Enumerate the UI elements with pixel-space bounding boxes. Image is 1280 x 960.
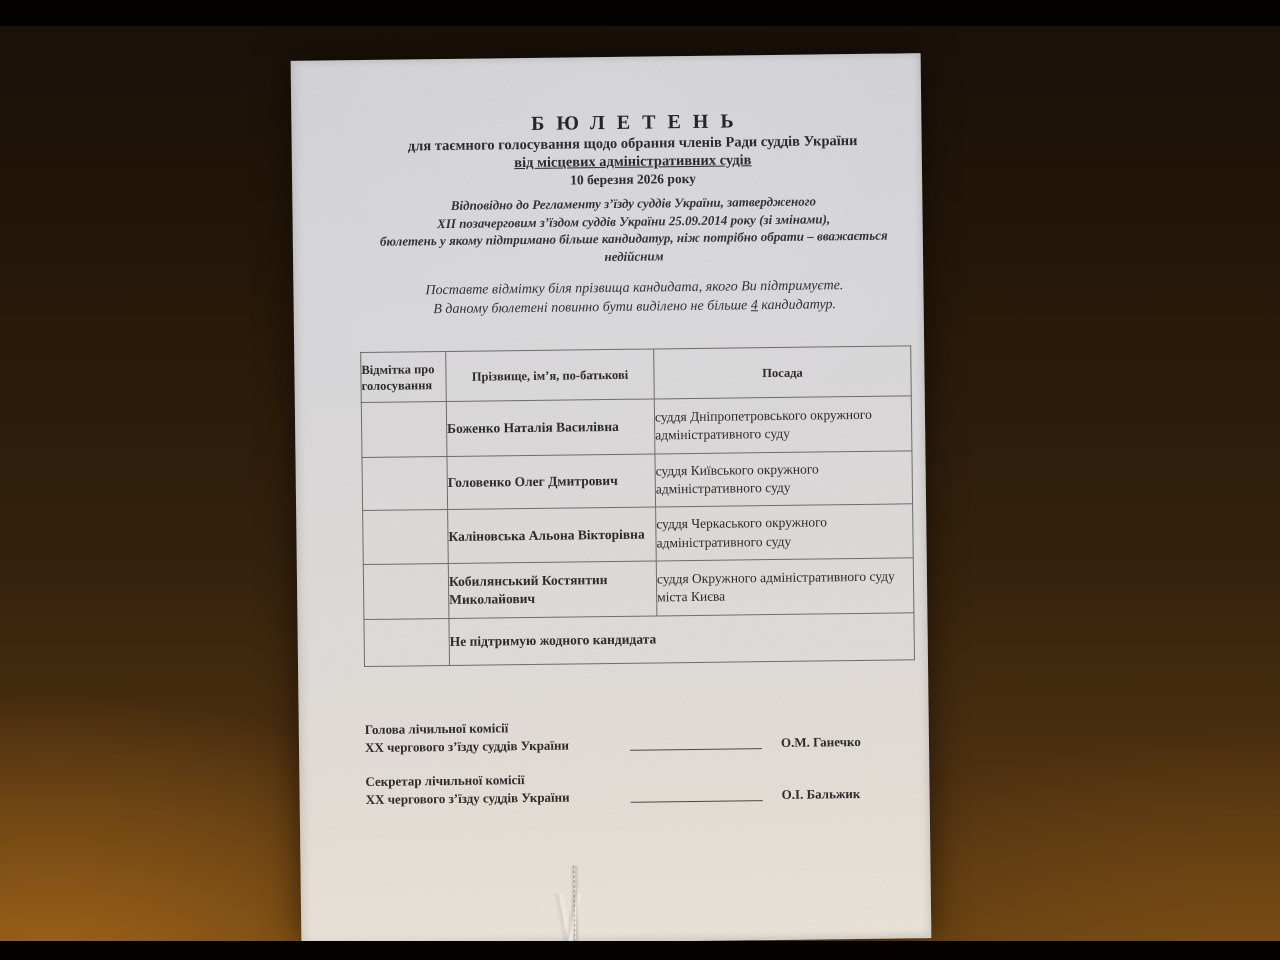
candidate-row xyxy=(361,396,912,458)
candidate-name: Кобилянський Костянтин Миколайович xyxy=(448,561,657,619)
ballot-document xyxy=(291,53,932,946)
candidate-position: суддя Черкаського окружного адміністративного суду xyxy=(656,504,914,561)
candidate-name: Головенко Олег Дмитрович xyxy=(447,454,656,510)
none-option-row xyxy=(364,613,915,667)
regulation-line: XII позачерговим з’їздом суддів України 25.09.2014 року (зі змінами), xyxy=(437,210,831,231)
signature-line xyxy=(631,800,763,803)
candidate-row xyxy=(363,504,914,565)
regulation-note xyxy=(358,191,909,268)
letterbox-top xyxy=(0,0,1280,26)
signature-line xyxy=(630,748,762,751)
instructions-line-1: Поставте відмітку біля прізвища кандидата, якого Ви підтримуєте. xyxy=(425,278,844,299)
document-subtitle: для таємного голосування щодо обрання членів Ради суддів України xyxy=(407,132,858,155)
signer-name: О.І. Бальжик xyxy=(781,785,861,802)
vote-mark-cell xyxy=(363,509,449,564)
signature-row-secretary xyxy=(365,766,915,808)
candidates-table xyxy=(360,345,915,667)
candidate-row xyxy=(362,451,913,511)
signature-row-head xyxy=(365,714,915,756)
candidate-name: Боженко Наталія Василівна xyxy=(446,399,655,457)
candidate-position: суддя Дніпропетровського окружного адміністративного суду xyxy=(654,396,912,454)
signatures-block xyxy=(365,714,916,808)
vote-mark-cell xyxy=(363,563,449,619)
letterbox-bottom xyxy=(0,941,1280,960)
vote-mark-cell xyxy=(362,457,448,511)
table-header-row xyxy=(361,346,912,403)
candidate-position: суддя Київського окружного адміністративного суду xyxy=(655,451,913,507)
document-title: БЮЛЕТЕНЬ xyxy=(531,110,746,135)
candidate-row xyxy=(363,558,914,620)
signer-role: Голова лічильної комісії XX чергового з’їзду суддів України xyxy=(364,720,570,755)
instructions-line-2: В даному бюлетені повинно бути виділено не більше 4 кандидатур. xyxy=(433,297,837,318)
vote-mark-cell xyxy=(364,618,450,666)
column-header-full-name: Прізвище, ім’я, по-батькові xyxy=(446,349,655,402)
none-option-label: Не підтримую жодного кандидата xyxy=(449,613,915,666)
candidate-name: Каліновська Альона Вікторівна xyxy=(448,507,657,564)
regulation-line: Відповідно до Регламенту з’їзду суддів України, затвердженого xyxy=(450,193,817,213)
voting-instructions xyxy=(359,275,909,320)
paper-crease xyxy=(570,865,579,941)
column-header-vote-mark: Відмітка про голосування xyxy=(361,352,447,403)
max-candidates-count: 4 xyxy=(750,298,758,314)
signer-role: Секретар лічильної комісії XX чергового з’їзду суддів України xyxy=(365,772,570,807)
candidate-position: суддя Окружного адміністративного суду міста Києва xyxy=(656,558,914,616)
signer-name: О.М. Ганечко xyxy=(780,733,861,750)
vote-mark-cell xyxy=(361,402,447,458)
column-header-position: Посада xyxy=(654,346,912,399)
ballot-content xyxy=(291,53,930,809)
document-date: 10 березня 2026 року xyxy=(570,170,697,188)
regulation-line: недійсним xyxy=(604,247,664,264)
regulation-line: бюлетень у якому підтримано більше кандидатур, ніж потрібно обрати – вважається xyxy=(379,227,888,249)
document-subtitle-scope: від місцевих адміністративних судів xyxy=(514,152,752,172)
